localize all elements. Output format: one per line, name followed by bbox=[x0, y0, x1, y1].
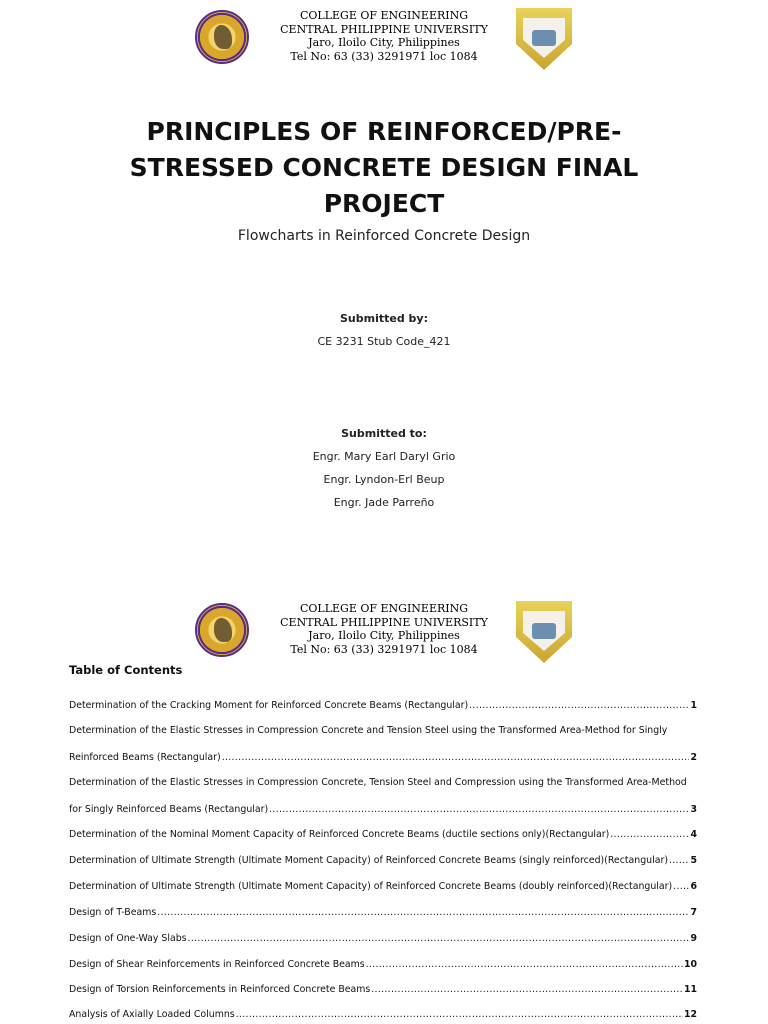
toc-leader bbox=[157, 907, 689, 918]
submitted-to-name: Engr. Jade Parreño bbox=[333, 496, 435, 509]
toc-entry-page: 10 bbox=[683, 959, 697, 970]
letterhead-top bbox=[0, 8, 768, 78]
toc-leader bbox=[669, 855, 689, 866]
toc-entry-title: Reinforced Beams (Rectangular) bbox=[69, 752, 221, 763]
toc-entry-title: for Singly Reinforced Beams (Rectangular) bbox=[69, 804, 269, 815]
toc-entry-page: 11 bbox=[683, 984, 697, 995]
toc-entry-title: Design of One-Way Slabs bbox=[69, 933, 187, 944]
university-name: CENTRAL PHILIPPINE UNIVERSITY bbox=[280, 22, 488, 36]
toc-entry-page: 2 bbox=[690, 752, 697, 763]
toc-leader bbox=[222, 752, 690, 763]
letterhead-text bbox=[264, 9, 504, 63]
college-name: COLLEGE OF ENGINEERING bbox=[299, 602, 469, 615]
submitted-by-value: CE 3231 Stub Code_421 bbox=[317, 335, 451, 348]
toc-entry-title: Determination of the Nominal Moment Capacity of Reinforced Concrete Beams (ductile sections only)(Rectangular) bbox=[69, 829, 610, 840]
submitted-to-name: Engr. Mary Earl Daryl Grio bbox=[312, 450, 456, 463]
toc-entry[interactable] bbox=[69, 956, 697, 970]
engineering-shield-icon bbox=[516, 8, 572, 70]
toc-entry[interactable] bbox=[69, 930, 697, 944]
toc-entry-page: 5 bbox=[690, 855, 697, 866]
university-name: CENTRAL PHILIPPINE UNIVERSITY bbox=[280, 615, 488, 629]
letterhead-second bbox=[0, 601, 768, 671]
project-subtitle: Flowcharts in Reinforced Concrete Design bbox=[237, 228, 531, 244]
toc-entry-title: Design of Torsion Reinforcements in Reinforced Concrete Beams bbox=[69, 984, 371, 995]
toc-leader bbox=[269, 804, 689, 815]
university-seal-icon bbox=[195, 10, 249, 64]
toc-entry-title: Design of T-Beams bbox=[69, 907, 157, 918]
toc-entry-title: Determination of Ultimate Strength (Ultimate Moment Capacity) of Reinforced Concrete Beams (singly reinforced)(Rectangular) bbox=[69, 855, 668, 866]
toc-entry[interactable] bbox=[69, 852, 697, 866]
toc-entry-page: 12 bbox=[683, 1009, 697, 1020]
college-name: COLLEGE OF ENGINEERING bbox=[299, 9, 469, 22]
toc-entry-page: 6 bbox=[690, 881, 697, 892]
engineering-shield-icon bbox=[516, 601, 572, 663]
toc-entry-wrapped-line[interactable]: Determination of the Elastic Stresses in Compression Concrete and Tension Steel using the Transformed Area-Method for Singly bbox=[69, 725, 668, 736]
address: Jaro, Iloilo City, Philippines bbox=[308, 629, 460, 642]
telephone: Tel No: 63 (33) 3291971 loc 1084 bbox=[290, 642, 478, 656]
toc-leader bbox=[610, 829, 689, 840]
toc-entry[interactable] bbox=[69, 826, 697, 840]
toc-entry[interactable] bbox=[69, 801, 697, 815]
toc-leader bbox=[366, 959, 683, 970]
toc-entry-page: 4 bbox=[690, 829, 697, 840]
toc-heading: Table of Contents bbox=[69, 663, 183, 677]
project-title: PRINCIPLES OF REINFORCED/PRE-STRESSED CONCRETE DESIGN FINAL PROJECT bbox=[129, 117, 639, 218]
toc-leader bbox=[371, 984, 683, 995]
telephone: Tel No: 63 (33) 3291971 loc 1084 bbox=[290, 49, 478, 63]
toc-entry-title: Design of Shear Reinforcements in Reinforced Concrete Beams bbox=[69, 959, 365, 970]
toc-leader bbox=[673, 881, 689, 892]
toc-entry-title: Determination of the Cracking Moment for Reinforced Concrete Beams (Rectangular) bbox=[69, 700, 469, 711]
toc-entry-page: 9 bbox=[690, 933, 697, 944]
toc-entry[interactable] bbox=[69, 697, 697, 711]
toc-leader bbox=[236, 1009, 683, 1020]
toc-entry[interactable] bbox=[69, 904, 697, 918]
toc-entry[interactable] bbox=[69, 878, 697, 892]
toc-entry[interactable] bbox=[69, 1006, 697, 1020]
submitted-to-label: Submitted to: bbox=[341, 427, 427, 440]
university-seal-icon bbox=[195, 603, 249, 657]
toc-entry-page: 3 bbox=[690, 804, 697, 815]
toc-leader bbox=[469, 700, 689, 711]
toc-entry[interactable] bbox=[69, 749, 697, 763]
toc-leader bbox=[188, 933, 690, 944]
toc-entry-wrapped-line[interactable]: Determination of the Elastic Stresses in Compression Concrete, Tension Steel and Compression using the Transformed Area-Method bbox=[69, 777, 687, 788]
letterhead-text bbox=[264, 602, 504, 656]
toc-entry-title: Analysis of Axially Loaded Columns bbox=[69, 1009, 235, 1020]
submitted-to-name: Engr. Lyndon-Erl Beup bbox=[323, 473, 445, 486]
submitted-by-label: Submitted by: bbox=[340, 312, 428, 325]
toc-entry-page: 1 bbox=[690, 700, 697, 711]
toc-entry-page: 7 bbox=[690, 907, 697, 918]
address: Jaro, Iloilo City, Philippines bbox=[308, 36, 460, 49]
toc-entry-title: Determination of Ultimate Strength (Ultimate Moment Capacity) of Reinforced Concrete Beams (doubly reinforced)(Rectangular) bbox=[69, 881, 673, 892]
toc-entry[interactable] bbox=[69, 981, 697, 995]
